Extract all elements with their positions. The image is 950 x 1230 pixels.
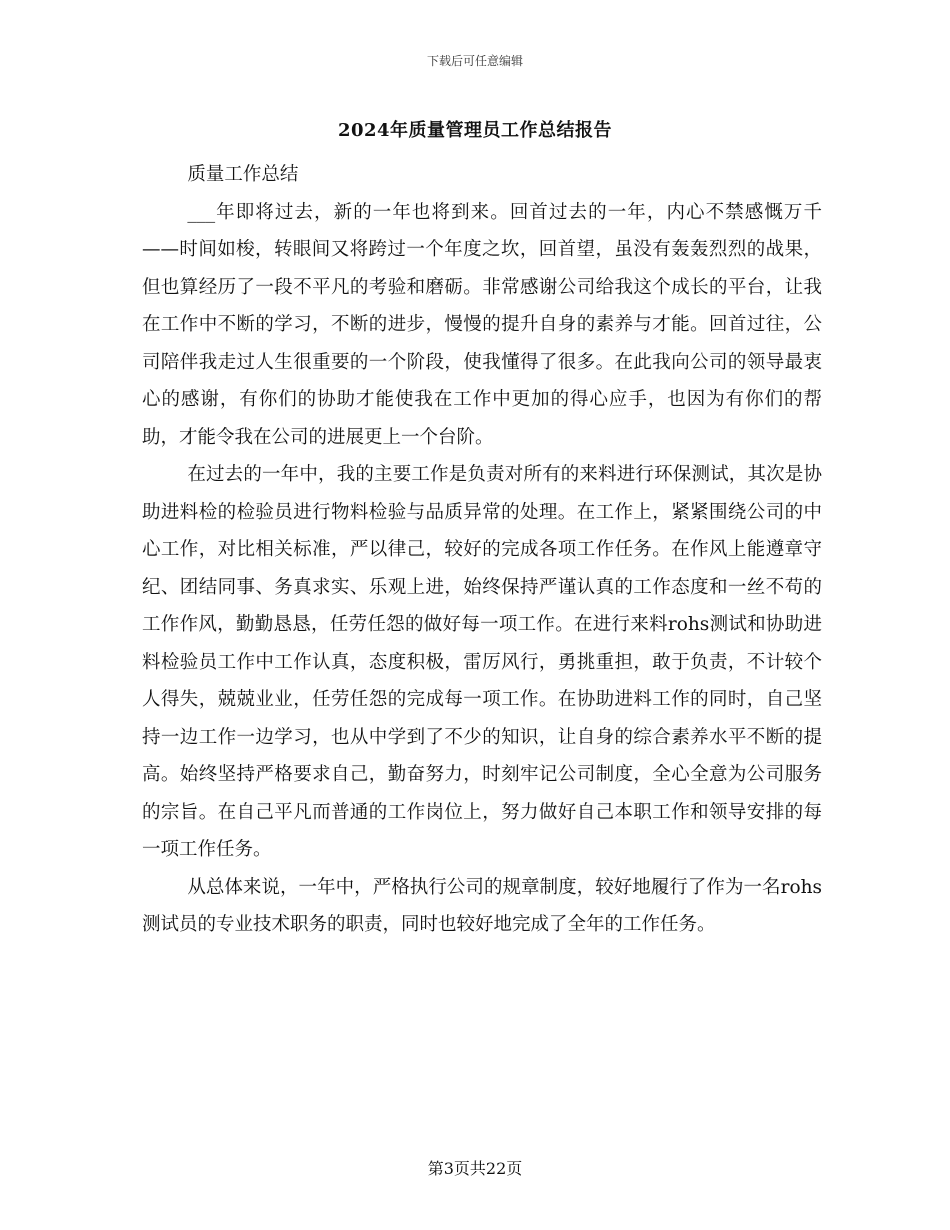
page-number: 第3页共22页: [427, 1159, 523, 1178]
document-body: [142, 156, 822, 944]
paragraph-main-work: 在过去的一年中，我的主要工作是负责对所有的来料进行环保测试，其次是协助进料检的检验员进行物料检验与品质异常的处理。在工作上，紧紧围绕公司的中心工作，对比相关标准，严以律己，较好的完成各项工作任务。在作风上能遵章守纪、团结同事、务真求实、乐观上进，始终保持严谨认真的工作态度和一丝不苟的工作作风，勤勤恳恳，任劳任怨的做好每一项工作。在进行来料rohs测试和协助进料检验员工作中工作认真，态度积极，雷厉风行，勇挑重担，敢于负责，不计较个人得失，兢兢业业，任劳任怨的完成每一项工作。在协助进料工作的同时，自己坚持一边工作一边学习，也从中学到了不少的知识，让自身的综合素养水平不断的提高。始终坚持严格要求自己，勤奋努力，时刻牢记公司制度，全心全意为公司服务的宗旨。在自己平凡而普通的工作岗位上，努力做好自己本职工作和领导安排的每一项工作任务。: [142, 464, 822, 860]
paragraph-summary: 从总体来说，一年中，严格执行公司的规章制度，较好地履行了作为一名rohs测试员的专业技术职务的职责，同时也较好地完成了全年的工作任务。: [142, 876, 822, 935]
paragraph-intro: ___年即将过去，新的一年也将到来。回首过去的一年，内心不禁感慨万千——时间如梭，转眼间又将跨过一个年度之坎，回首望，虽没有轰轰烈烈的战果，但也算经历了一段不平凡的考验和磨砺。非常感谢公司给我这个成长的平台，让我在工作中不断的学习，不断的进步，慢慢的提升自身的素养与才能。回首过往，公司陪伴我走过人生很重要的一个阶段，使我懂得了很多。在此我向公司的领导最衷心的感谢，有你们的协助才能使我在工作中更加的得心应手，也因为有你们的帮助，才能令我在公司的进展更上一个台阶。: [142, 201, 822, 448]
header-note: 下载后可任意编辑: [426, 54, 523, 68]
document-title: 2024年质量管理员工作总结报告: [337, 120, 613, 141]
section-heading: 质量工作总结: [187, 164, 299, 185]
